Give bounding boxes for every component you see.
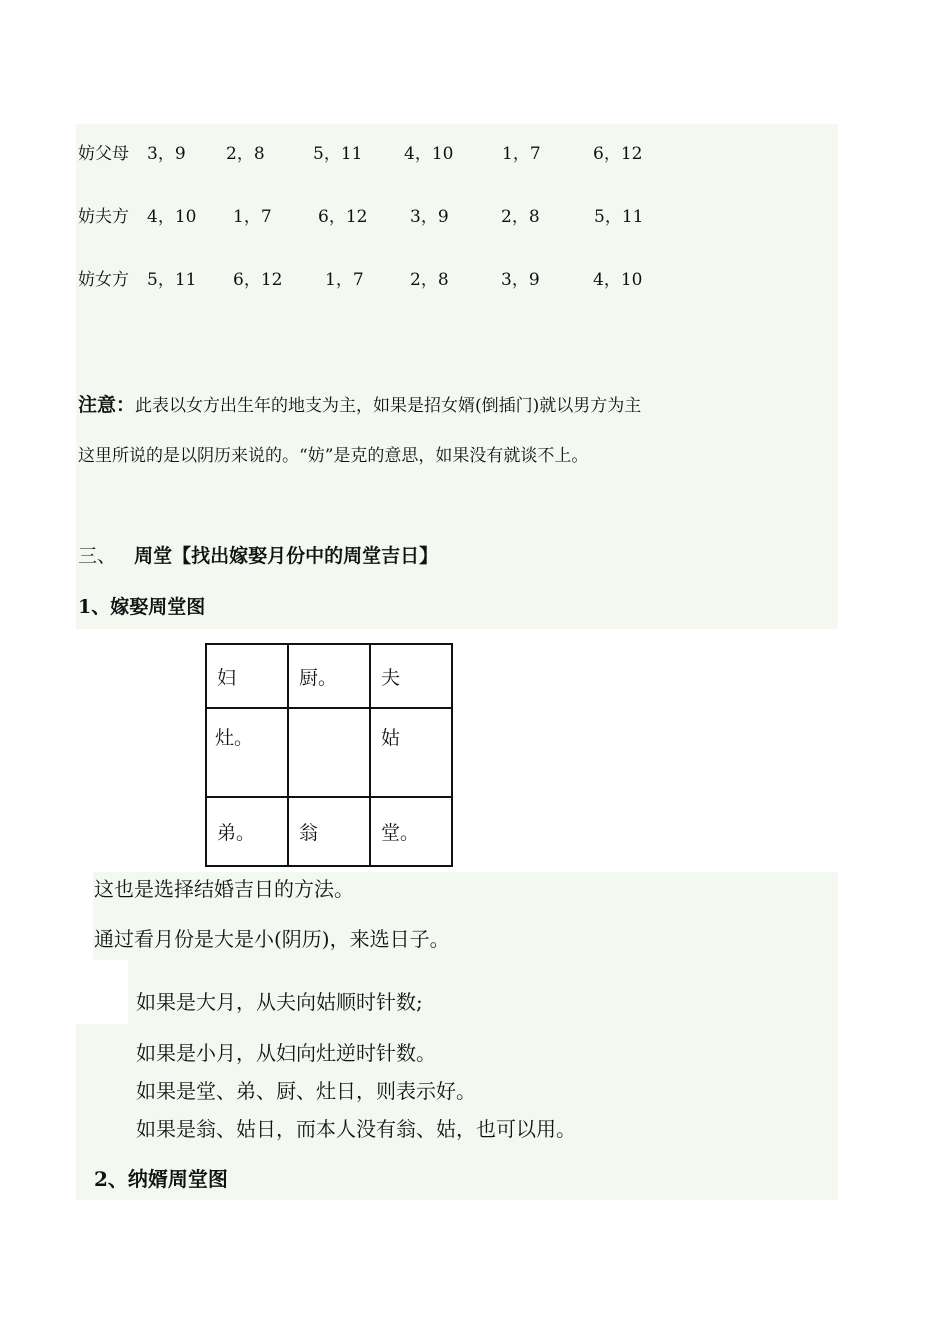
note-label: 注意： <box>78 394 136 416</box>
cell: 4，10 <box>147 207 197 227</box>
grid-cell: 翁 <box>288 797 370 866</box>
row-label: 妨夫方 <box>78 207 129 227</box>
grid-cell: 夫 <box>370 644 452 708</box>
subheading-1: 1、嫁娶周堂图 <box>78 596 206 618</box>
cell: 3，9 <box>501 270 540 290</box>
section-heading <box>78 541 438 568</box>
paragraph: 通过看月份是大是小(阴历)，来选日子。 <box>94 927 450 951</box>
cell: 2，8 <box>501 207 540 227</box>
cell: 4，10 <box>404 144 454 164</box>
cell: 6，12 <box>233 270 283 290</box>
row-label: 妨女方 <box>78 270 129 290</box>
paragraph: 如果是小月，从妇向灶逆时针数。 <box>136 1041 436 1065</box>
cell: 4，10 <box>593 270 643 290</box>
grid-cell: 堂。 <box>370 797 452 866</box>
grid-cell: 灶。 <box>206 708 288 797</box>
paragraph: 如果是大月，从夫向姑顺时针数; <box>136 990 423 1014</box>
row-label: 妨父母 <box>78 144 129 164</box>
cell: 5，11 <box>313 144 363 164</box>
cell: 5，11 <box>594 207 644 227</box>
cell: 6，12 <box>593 144 643 164</box>
cell: 1，7 <box>502 144 541 164</box>
cell: 6，12 <box>318 207 368 227</box>
paragraph: 如果是翁、姑日，而本人没有翁、姑，也可以用。 <box>136 1117 576 1141</box>
note-line-1 <box>78 390 641 417</box>
grid-cell: 弟。 <box>206 797 288 866</box>
cell: 1，7 <box>233 207 272 227</box>
grid-cell: 厨。 <box>288 644 370 708</box>
cell: 2，8 <box>410 270 449 290</box>
cell: 2，8 <box>226 144 265 164</box>
grid-cell <box>288 708 370 797</box>
cell: 1，7 <box>325 270 364 290</box>
cell: 3，9 <box>147 144 186 164</box>
paragraph: 这也是选择结婚吉日的方法。 <box>94 877 354 901</box>
paragraph: 如果是堂、弟、厨、灶日，则表示好。 <box>136 1079 476 1103</box>
note-text-1: 此表以女方出生年的地支为主，如果是招女婿(倒插门)就以男方为主 <box>135 396 642 416</box>
cell: 3，9 <box>410 207 449 227</box>
subheading-2: 2、纳婿周堂图 <box>94 1167 228 1191</box>
grid-cell: 妇 <box>206 644 288 708</box>
zhoutang-grid <box>205 643 453 867</box>
section-title: 周堂【找出嫁娶月份中的周堂吉日】 <box>134 545 439 567</box>
grid-cell: 姑 <box>370 708 452 797</box>
section-number: 三、 <box>78 545 117 567</box>
cell: 5，11 <box>147 270 197 290</box>
note-line-2: 这里所说的是以阴历来说的。“妨”是克的意思，如果没有就谈不上。 <box>78 446 589 466</box>
